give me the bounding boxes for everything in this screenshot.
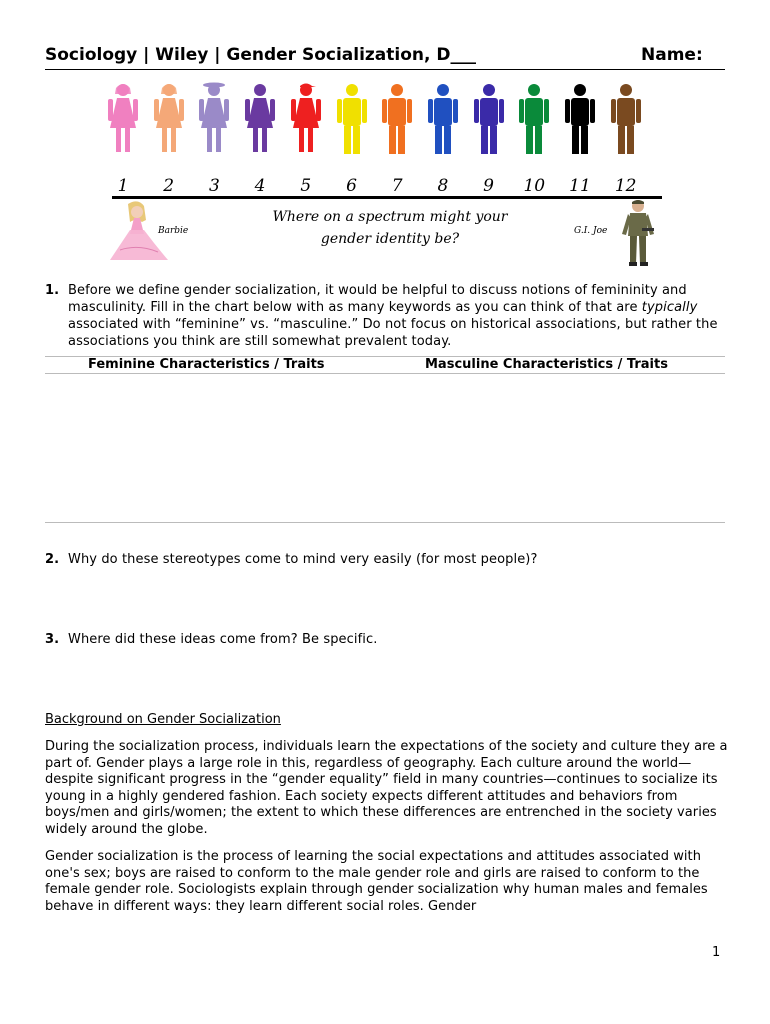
person-figure-icon (473, 82, 505, 158)
question-1-text-before: Before we define gender socialization, it would be helpful to discuss notions of femininity and masculinity. Fill in the chart below with as many keywords as you can think of that are (68, 283, 687, 315)
spectrum-number: 10 (523, 176, 546, 196)
question-3-number: 3. (45, 632, 60, 647)
question-1-text (68, 282, 725, 350)
tagline-line-1: Where on a spectrum might your (272, 209, 508, 225)
person-figure-icon (564, 82, 596, 158)
spectrum-number: 11 (569, 176, 591, 196)
masculine-traits-header: Masculine Characteristics / Traits (425, 357, 668, 372)
gi-joe-doll (574, 198, 656, 272)
spectrum-tagline (230, 206, 550, 250)
spectrum-line (112, 196, 662, 199)
background-paragraph-1: During the socialization process, individuals learn the expectations of the society and culture they are a part of. Gender plays a large role in this, regardless of geography. Each culture around the world—despite significant progress in the “gender equality” field in many countries—continues to socialize its young in a highly gendered fashion. Each society expects different attitudes and behaviors from boys/men and girls/women; the extent to which these differences are entrenched in the society varies widely around the globe. (45, 739, 728, 837)
question-1-text-after: associated with “feminine” vs. “masculine.” Do not focus on historical associations, but rather the associations you think are still somewhat prevalent today. (68, 317, 718, 349)
feminine-traits-header: Feminine Characteristics / Traits (88, 357, 325, 372)
barbie-label: Barbie (158, 226, 189, 236)
spectrum-number: 5 (300, 176, 312, 196)
person-figure-icon (610, 82, 642, 158)
gender-spectrum-illustration (100, 82, 690, 272)
person-figure-icon (290, 82, 322, 158)
spectrum-number: 3 (208, 176, 220, 196)
document-header (45, 45, 725, 70)
gi-joe-doll-icon (620, 198, 656, 268)
person-figure-icon (198, 82, 230, 158)
page-number: 1 (712, 945, 721, 960)
tagline-line-2: gender identity be? (320, 231, 460, 247)
table-header-rule (45, 373, 725, 374)
barbie-doll (108, 200, 189, 266)
spectrum-number: 7 (391, 176, 403, 196)
question-2-number: 2. (45, 552, 60, 567)
question-3-text: Where did these ideas come from? Be specific. (68, 632, 378, 647)
person-figure-icon (427, 82, 459, 158)
person-figure-icon (153, 82, 185, 158)
document-title: Sociology | Wiley | Gender Socialization, D___ (45, 45, 477, 65)
traits-table (45, 356, 725, 524)
person-figure-icon (381, 82, 413, 158)
person-figure-icon (244, 82, 276, 158)
spectrum-number: 1 (117, 176, 129, 196)
spectrum-number: 8 (437, 176, 449, 196)
question-2 (45, 551, 537, 568)
background-heading: Background on Gender Socialization (45, 712, 281, 727)
background-paragraph-2: Gender socialization is the process of learning the social expectations and attitudes associated with one's sex; boys are raised to conform to the male gender role and girls are raised to conform to the female gender role. Sociologists explain through gender socialization why human males and females behave in different ways: they learn different social roles. Gender (45, 849, 708, 914)
question-2-text: Why do these stereotypes come to mind very easily (for most people)? (68, 552, 538, 567)
name-label: Name: (641, 45, 703, 65)
question-3 (45, 631, 377, 648)
spectrum-number: 6 (346, 176, 357, 196)
table-bottom-rule (45, 522, 725, 523)
spectrum-number: 9 (483, 176, 494, 196)
question-1 (45, 282, 725, 350)
gi-joe-label: G.I. Joe (574, 226, 608, 236)
person-figure-icon (518, 82, 550, 158)
question-1-text-italic: typically (641, 300, 698, 315)
spectrum-number: 2 (163, 176, 175, 196)
person-figure-icon (107, 82, 139, 158)
person-figure-icon (336, 82, 368, 158)
spectrum-number: 4 (254, 176, 266, 196)
spectrum-number: 12 (614, 176, 637, 196)
question-1-number: 1. (45, 283, 60, 298)
